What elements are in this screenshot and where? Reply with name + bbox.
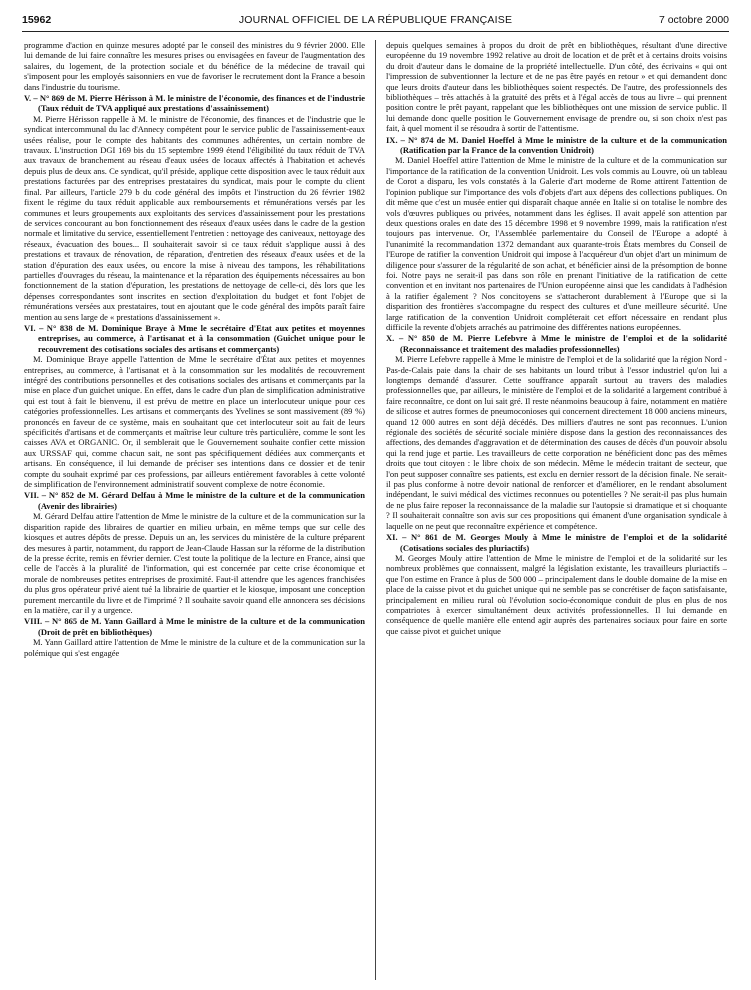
question-paragraph: M. Yann Gaillard attire l'attention de Mme le ministre de la culture et de la communication sur la polémique qui s'est engagée [24, 637, 365, 658]
paragraph-continued: depuis quelques semaines à propos du droit de prêt en bibliothèques, résultant d'une directive européenne du 19 novembre 1992 relative au droit de location et de prêt et à certains droits voisins du droit d'auteur dans le domaine de la propriété intellectuelle. D'un côté, des écrivains « qui ont l'impression de subventionner la lecture et de ne pas être payés en retour » et qui demandent donc que leurs droits d'auteur dans les bibliothèques soient respectés. De l'autre, des professionnels des bibliothèques – très attachés à la gratuité des prêts et à l'égal accès de tous au livre – qui prennent position contre le prêt payant, rappelant que les bibliothèques ont une mission de service public. Il lui demande donc quelle position le Gouvernement envisage de prendre ou, si son choix n'est pas fait, à quel moment il se résoudra à sortir de l'attentisme. [386, 40, 727, 134]
page-number: 15962 [22, 14, 52, 26]
question-heading: V. – N° 869 de M. Pierre Hérisson à M. le ministre de l'économie, des finances et de l'industrie (Taux réduit de TVA appliqué aux prestations d'assainissement) [24, 93, 365, 114]
left-column [24, 40, 365, 984]
question-heading: VIII. – N° 865 de M. Yann Gaillard à Mme le ministre de la culture et de la communication (Droit de prêt en bibliothèques) [24, 616, 365, 637]
question-heading: X. – N° 850 de M. Pierre Lefebvre à Mme le ministre de l'emploi et de la solidarité (Reconnaissance et traitement des maladies professionnelles) [386, 333, 727, 354]
header-rule [22, 31, 729, 32]
question-heading: VI. – N° 838 de M. Dominique Braye à Mme le secrétaire d'Etat aux petites et moyennes entreprises, au commerce, à l'artisanat et à la consommation (Guichet unique pour le recouvrement des cotisations sociales des artisans et commerçants) [24, 322, 365, 354]
column-separator [375, 40, 376, 980]
question-heading: VII. – N° 852 de M. Gérard Delfau à Mme le ministre de la culture et de la communication (Avenir des librairies) [24, 490, 365, 511]
question-heading: XI. – N° 861 de M. Georges Mouly à Mme le ministre de l'emploi et de la solidarité (Cotisations sociales des pluriactifs) [386, 532, 727, 553]
page-header [22, 14, 729, 30]
question-paragraph: M. Dominique Braye appelle l'attention de Mme le secrétaire d'État aux petites et moyennes entreprises, au commerce, à l'artisanat et à la consommation sur les modalités de recouvrement intégré des contributions personnelles et des cotisations sociales des artisans et commerçants par la mise en place d'un guichet unique. En effet, dans le cadre d'un plan de simplification administrative qui est tout à fait le bienvenu, il est prévu de mettre en place un interlocuteur unique pour ces catégories professionnelles. Les artisans et commerçants des Yvelines se sont massivement (89 %) prononcés en faveur de ce système, mais en souhaitant que cet interlocuteur soit au fait de leurs spécificités d'artisans et de commerçants et maîtrise leur culture très particulière, comme le sont les caisses AVA et ORGANIC. Or, il semblerait que le Gouvernement souhaite confier cette mission aux URSSAF qui, comme chacun sait, ne sont pas spécifiquement dédiées aux commerçants et artisans. En conséquence, il lui demande de préciser ses intentions dans ce dossier et de tenir compte du souhait exprimé par ces professions, par ailleurs entièrement favorables à cette volonté de simplification de l'environnement administratif souvent complexe de notre économie. [24, 354, 365, 490]
question-paragraph: M. Daniel Hoeffel attire l'attention de Mme le ministre de la culture et de la communication sur l'importance de la ratification de la convention Unidroit. Les vols commis au Louvre, où un tableau de Corot a disparu, les vols constatés à la Galerie d'art moderne de Rome attirent l'attention de l'opinion publique sur l'importance des vols d'objets d'art aux dépens des collections publiques. On dit même que c'est un musée entier qui disparaît chaque année en Italie si on totalise le nombre des vols d'œuvres publiques ou privées, notamment dans les églises. Il avait appelé son attention par deux questions orales en date des 15 décembre 1998 et 9 novembre 1999, mais la ratification n'est toujours pas intervenue. Or, l'Assemblée parlementaire du Conseil de l'Europe a adopté à l'unanimité la recommandation 1372 demandant aux quarante-trois États membres du Conseil de l'Europe de ratifier la convention Unidroit qui impose à l'acquéreur d'un objet d'art un minimum de diligence pour s'assurer de la régularité de son achat, et bénéficier ainsi de la présomption de bonne foi. Notre pays ne serait-il pas dans son rôle en prenant l'initiative de la ratification de cette convention et en invitant nos partenaires de l'Union européenne ainsi que les candidats à l'adhésion à la ratifier également ? Nos concitoyens se s'attacheront durablement à l'Europe que si la disparition des frontières s'accompagne du respect des cultures et d'une meilleure sécurité. Une large ratification de la convention Unidroit compléterait cet effort nécessaire en rendant plus difficile la revente d'objets arrachés au patrimoine des différentes nations européennes. [386, 155, 727, 332]
question-paragraph: M. Pierre Lefebvre rappelle à Mme le ministre de l'emploi et de la solidarité que la région Nord - Pas-de-Calais paie dans la chair de ses habitants un lourd tribut à l'essor industriel qu'on lui a longtemps demandé d'assurer. Cette souffrance apparaît surtout au travers des maladies professionnelles que, par ailleurs, le ministère de l'emploi et de la solidarité a largement contribué à faire reconnaître, ce dont on lui sait gré. Il reste néanmoins beaucoup à faire, notamment en matière de silicose et autres formes de pneumoconioses qui concernent directement 18 000 anciens mineurs, quand 12 000 autres en sont déjà décédés. Des milliers d'autres ne sont pas reconnues. L'union régionale des sociétés de sécurité sociale minière dispose dans la gestion des reconnaissances des affections, des demandes d'aggravation et de détermination des causes de décès d'un pouvoir absolu qui la rend juge et partie. Les travailleurs de cette corporation ne bénéficient donc pas des mêmes droits que tout citoyen : le libre choix de son médecin. Même le médecin traitant de secteur, que l'on peut supposer connaître ses patients, est exclu en dernier ressort de la décision finale. Ne serait-il pas plus conforme à notre devoir national de renforcer et d'améliorer, en le rendant absolument indépendant, le suivi médical des victimes reconnues ou potentielles ? Ne serait-il pas plus humain de ne plus faire reposer la reconnaissance de la maladie sur l'autopsie si dramatique et si choquante ? Il souhaiterait connaître son avis sur ces propositions qui émanent d'une organisation syndicale à laquelle on ne peut que reconnaître expérience et compétence. [386, 354, 727, 531]
issue-date: 7 octobre 2000 [658, 14, 729, 26]
journal-title: JOURNAL OFFICIEL DE LA RÉPUBLIQUE FRANÇAISE [238, 14, 513, 26]
question-paragraph: M. Pierre Hérisson rappelle à M. le ministre de l'économie, des finances et de l'industrie que le syndicat intercommunal du lac d'Annecy compétent pour le service public de l'assainissement-eaux usées réalise, pour le compte des habitants des communes adhérentes, un certain nombre de travaux. L'instruction DGI 169 bis du 15 septembre 1999 étend l'éligibilité du taux réduit de TVA aux travaux de branchement au réseau d'eaux usées de locaux affectés à l'habitation et achevés depuis plus de deux ans. Ce syndicat, qu'il préside, applique cette disposition avec le taux réduit aux prestations facturées par des entreprises prestataires du syndicat, mais pour le compte du client final. Par ailleurs, l'article 279 b du code général des impôts et l'instruction du 26 février 1982 fixent le régime du taux réduit applicable aux remboursements et rémunérations versés par les communes et leurs groupements aux exploitants des services d'assainissement pour les prestations de services concourant au bon fonctionnement des réseaux d'eaux usées dans le cadre de la gestion normale et limitative du service, essentiellement l'entretien : nettoyage des caniveaux, nettoyage des réseaux, évacuation des boues... Il souhaiterait savoir si ce taux réduit s'applique aussi à des prestations et travaux de rénovation, de réparation, d'entretien des réseaux d'eaux usées et de la station d'épuration des eaux usées, ou encore la mise à niveau des tampons, les réhabilitations partielles d'ouvrages du réseau, la maintenance et la réparation des équipements nécessaires au bon fonctionnement de la station d'épuration, les prestations de nettoyage de celle-ci, dès lors que les dépenses correspondantes sont inscrites en section d'exploitation du budget et font l'objet de rémunérations versées aux prestataires, tout en ajoutant que le code général des impôts paraît faire mention au sens large de « prestations d'assainissement ». [24, 113, 365, 322]
question-paragraph: M. Gérard Delfau attire l'attention de Mme le ministre de la culture et de la communication sur la disparition rapide des libraires de quartier en milieu urbain, en même temps que sur celle des kiosques et autres dépôts de presse. Depuis un an, les services du ministère de la culture préparent des mesures à partir, notamment, du rapport de Jean-Claude Hassan sur la réforme de la distribution de la presse écrite, remis en février dernier. C'est toute la politique de la lecture en France, ainsi que celle de l'accès à la pluralité de l'information, qui est concernée par cette crise économique et morale de nombreuses petites entreprises de proximité. Faut-il attendre que les agences franchisées du plus gros opérateur privé aient tué la librairie de quartier et le kiosque, imposant une conception purement mercantile du livre et de l'imprimé ? Il souhaite savoir quand elle annoncera ses décisions en la matière, car il y a urgence. [24, 511, 365, 615]
right-column [386, 40, 727, 984]
question-heading: IX. – N° 874 de M. Daniel Hoeffel à Mme le ministre de la culture et de la communication (Ratification par la France de la convention Unidroit) [386, 134, 727, 156]
question-paragraph: M. Georges Mouly attire l'attention de Mme le ministre de l'emploi et de la solidarité sur les nombreux problèmes que connaissent, malgré la législation existante, les travailleurs pluriactifs – que l'on estime en France à plus de 500 000 – principalement dans le double domaine de la mise en place de la caisse pivot et du guichet unique qui ne semble pas se concrétiser de façon satisfaisante, principalement en milieu rural où l'évolution socio-économique conduit de plus en plus de nos compatriotes à exercer simultanément deux activités professionnelles. Il lui demande en conséquence de quelle manière elle entend agir auprès des partenaires sociaux pour faire en sorte que caisse pivot et guichet unique [386, 552, 727, 636]
paragraph-continued: programme d'action en quinze mesures adopté par le conseil des ministres du 9 février 2000. Elle lui demande de lui faire connaître les mesures prises ou envisagées en faveur de l'augmentation des salaires, du logement, de la protection sociale et du bénéfice de la médecine de travail qui s'imposent pour les employés saisonniers en vue de favoriser le recrutement dont la France a besoin dans l'industrie du tourisme. [24, 40, 365, 92]
